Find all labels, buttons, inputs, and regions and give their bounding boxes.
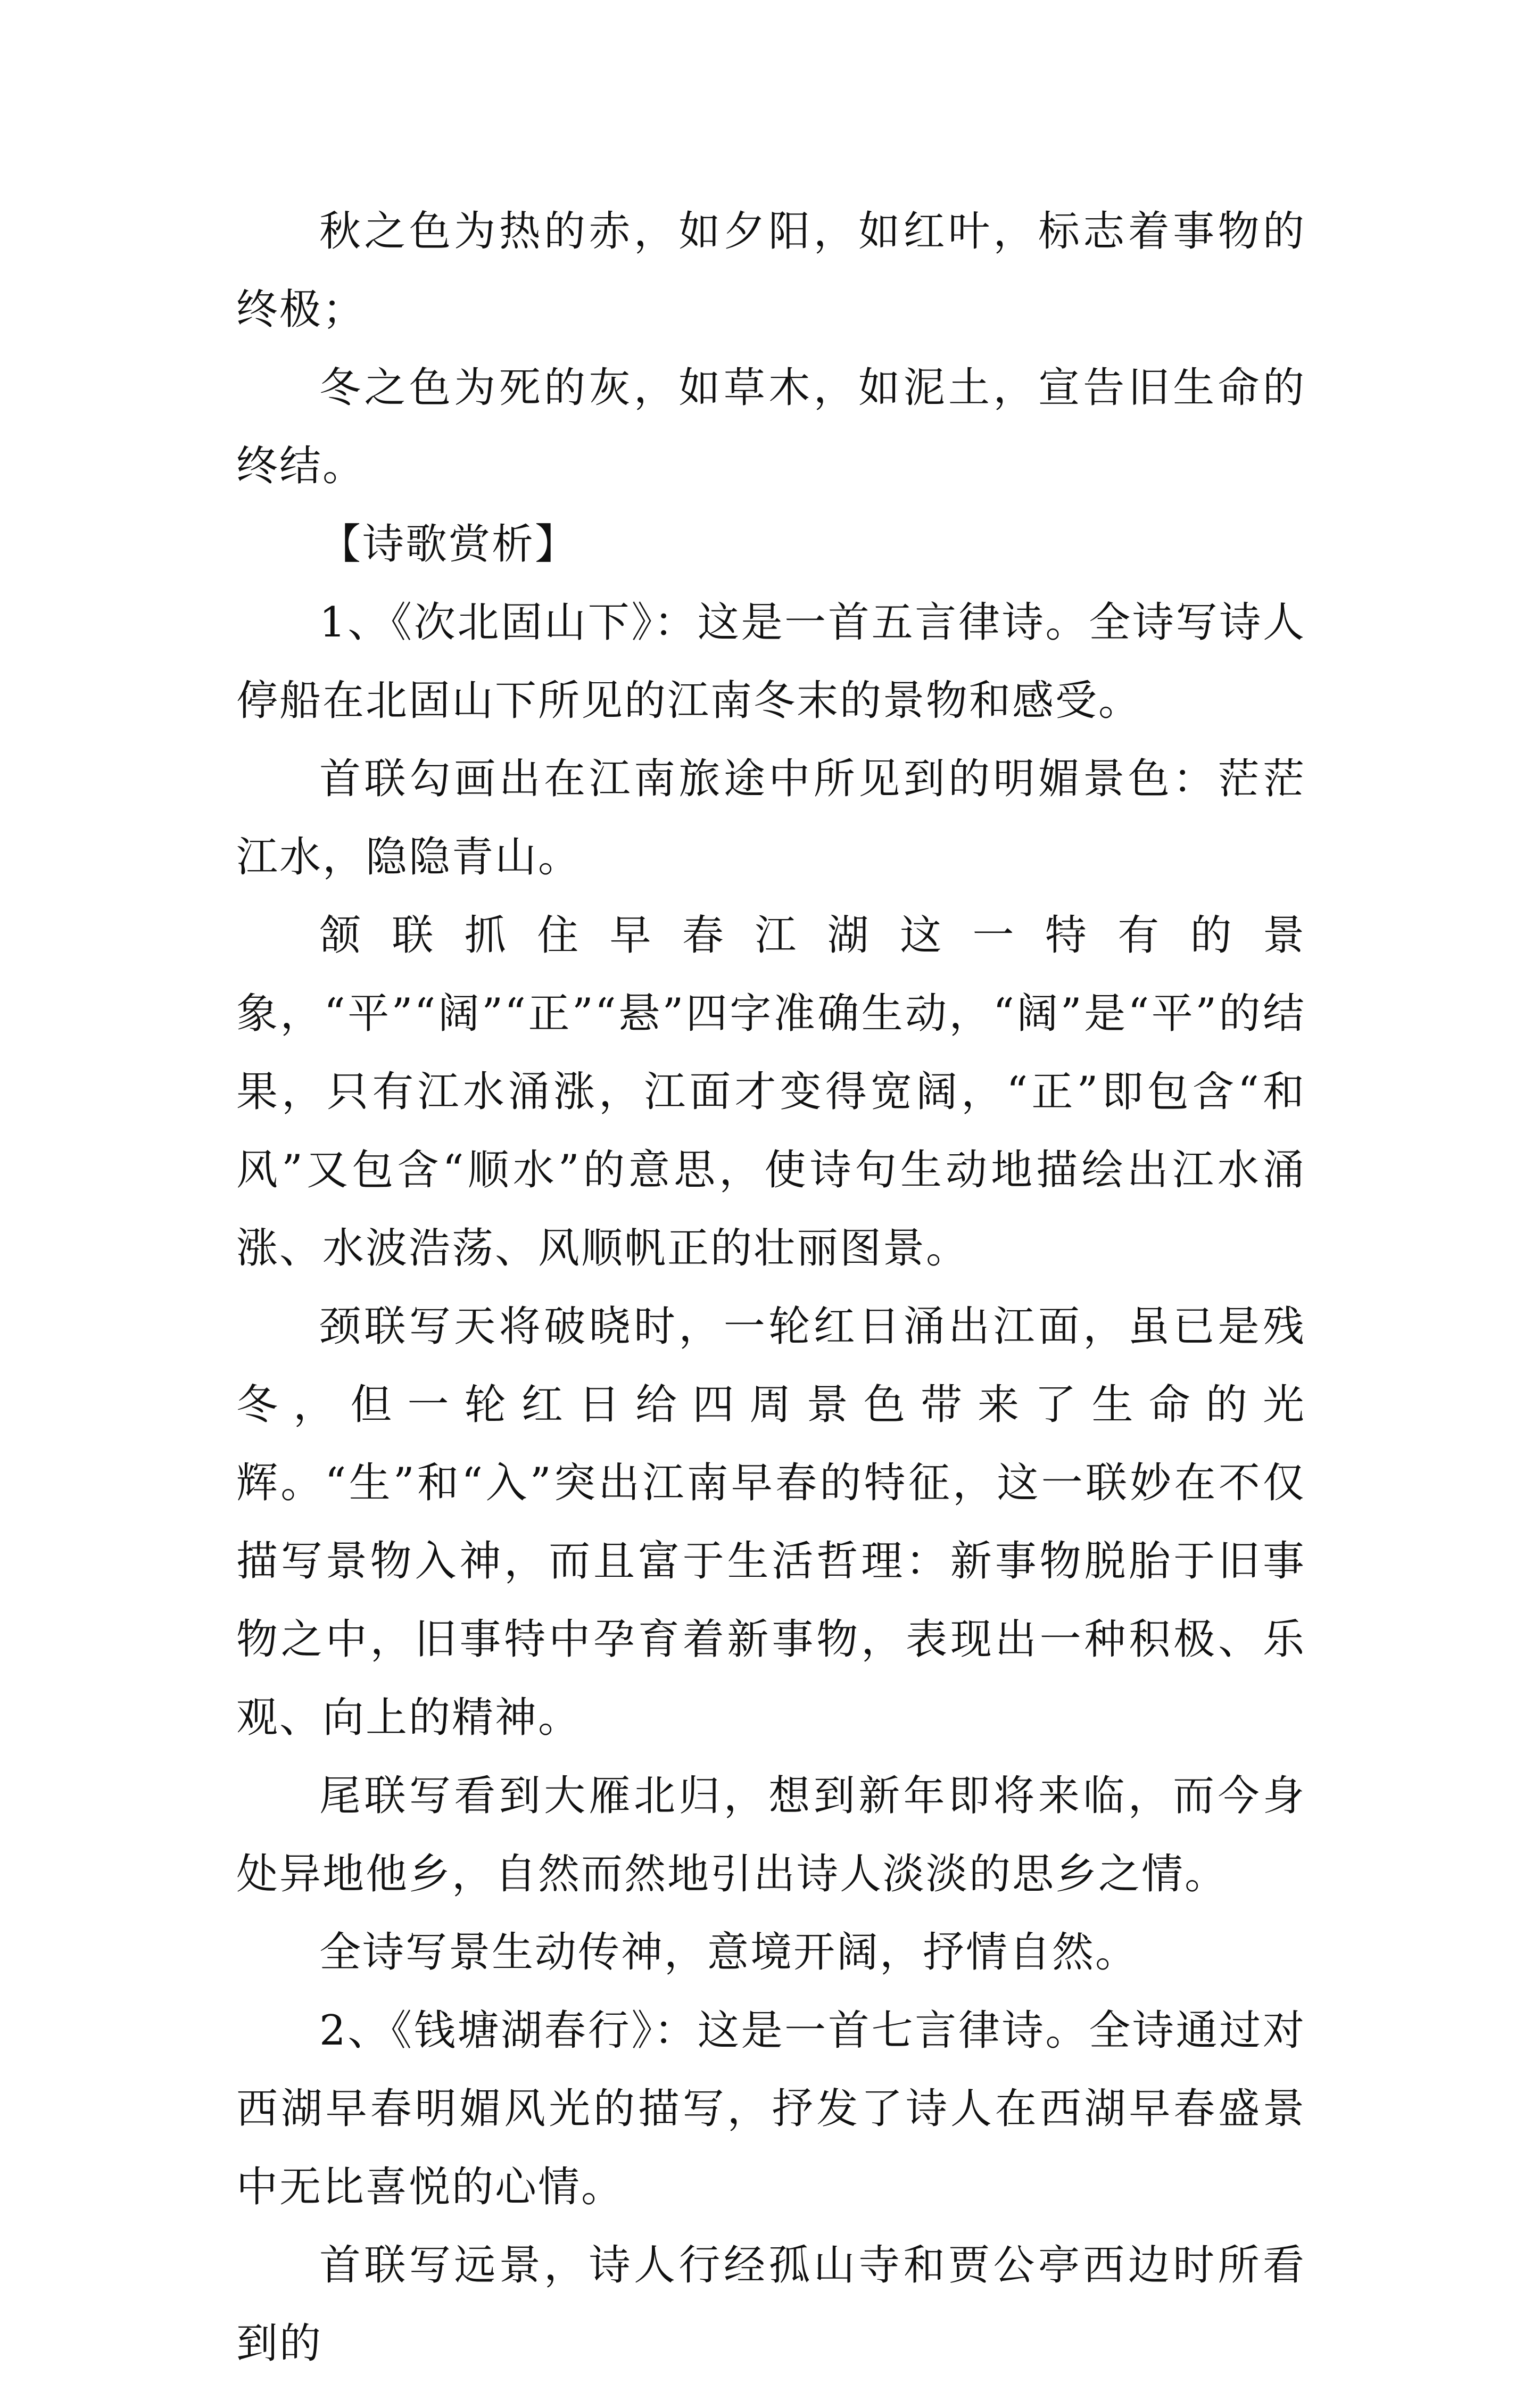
- paragraph-last-couplet: 尾联写看到大雁北归，想到新年即将来临，而今身处异地他乡，自然而然地引出诗人淡淡的思乡之情。: [236, 1772, 1306, 1898]
- section-heading-poem-analysis: 【诗歌赏析】: [319, 520, 578, 568]
- paragraph-winter-color: 冬之色为死的灰，如草木，如泥土，宣告旧生命的终结。: [236, 364, 1306, 490]
- paragraph-first-couplet: 首联勾画出在江南旅途中所见到的明媚景色：茫茫江水，隐隐青山。: [236, 755, 1306, 881]
- paragraph-third-couplet: 颈联写天将破晓时，一轮红日涌出江面，虽已是残冬，但一轮红日给四周景色带来了生命的光辉。“生”和“入”突出江南早春的特征，这一联妙在不仅描写景物入神，而且富于生活哲理：新事物脱胎于旧事物之中，旧事特中孕育着新事物，表现出一种积极、乐观、向上的精神。: [236, 1303, 1306, 1742]
- paragraph-second-couplet: 颔联抓住早春江湖这一特有的景象，“平”“阔”“正”“悬”四字准确生动，“阔”是“平”的结果，只有江水涌涨，江面才变得宽阔，“正”即包含“和风”又包含“顺水”的意思，使诗句生动地描绘出江水涌涨、水波浩荡、风顺帆正的壮丽图景。: [236, 912, 1306, 1272]
- paragraph-autumn-color: 秋之色为热的赤，如夕阳，如红叶，标志着事物的终极；: [236, 208, 1306, 334]
- paragraph-poem-1-intro: 1、《次北固山下》：这是一首五言律诗。全诗写诗人停船在北固山下所见的江南冬末的景物和感受。: [236, 599, 1306, 725]
- paragraph-poem-2-intro: 2、《钱塘湖春行》：这是一首七言律诗。全诗通过对西湖早春明媚风光的描写，抒发了诗人在西湖早春盛景中无比喜悦的心情。: [236, 2007, 1306, 2211]
- paragraph-poem-1-summary: 全诗写景生动传神，意境开阔，抒情自然。: [319, 1929, 1139, 1976]
- document-body: [236, 193, 1306, 2383]
- paragraph-poem-2-first-couplet: 首联写远景，诗人行经孤山寺和贾公亭西边时所看到的: [236, 2241, 1306, 2368]
